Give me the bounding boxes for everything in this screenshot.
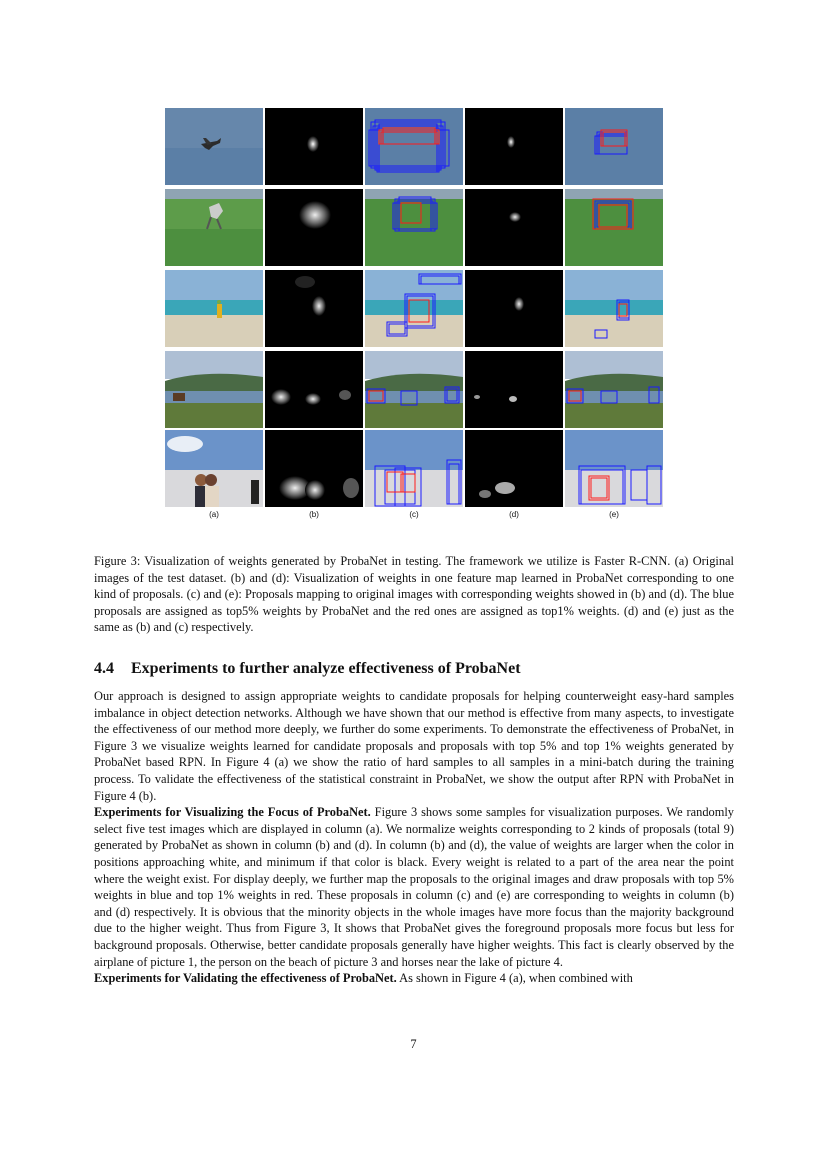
figure-3: [165, 108, 665, 526]
figure-row-lake-horses: [165, 351, 665, 428]
original-image: [165, 430, 263, 507]
original-image: [165, 351, 263, 428]
proposals-top5-top1: [365, 270, 463, 347]
weight-map: [265, 270, 363, 347]
figure-caption: [94, 553, 734, 636]
proposals-top5-top1: [365, 430, 463, 507]
body-text: [94, 688, 734, 987]
section-heading: [94, 660, 734, 678]
weight-map: [265, 108, 363, 185]
proposals-top5-top1: [365, 189, 463, 266]
figure-row-field-person: [165, 189, 665, 266]
weight-map: [265, 351, 363, 428]
proposals-top5-top1: [565, 189, 663, 266]
original-image: [165, 270, 263, 347]
paragraph-text: Figure 3 shows some samples for visualization purposes. We randomly select five test images which are displayed in column (a). We normalize weights corresponding to 2 kinds of proposals (total 9) generated by ProbaNet as shown in column (b) and (d). In column (b) and (d), the value of weights are larger when the color in positions approaching white, and minimum if that color is black. Every weight is related to a part of the area near the point where the weight exist. For display deeply, we further map the proposals to the original images and draw proposals with top 5% weights in blue and top 1% weights in red. These proposals in column (c) and (e) are corresponding to weights in column (b) and (d) respectively. It is obvious that the minority objects in the whole images have more focus than the majority background due to the higher weight. Thus from Figure 3, It shows that ProbaNet gives the foreground proposals more focus but less for background proposals. Otherwise, better candidate proposals generally have higher weights. This fact is clearly observed by the airplane of picture 1, the person on the beach of picture 3 and horses near the lake of picture 4.: [94, 805, 734, 969]
proposals-top5-top1: [565, 430, 663, 507]
paragraph: [94, 804, 734, 970]
column-label: (a): [209, 510, 219, 519]
original-image: [165, 189, 263, 266]
weight-map: [465, 270, 563, 347]
paragraph-heading: Experiments for Validating the effectiveness of ProbaNet.: [94, 971, 397, 986]
figure-row-beach: [165, 270, 665, 347]
original-image: [165, 108, 263, 185]
column-label: (c): [409, 510, 419, 519]
weight-map: [465, 430, 563, 507]
paragraph-text: As shown in Figure 4 (a), when combined with: [396, 971, 633, 986]
page-number: 7: [410, 1037, 417, 1051]
figure-row-airplane: [165, 108, 665, 185]
proposals-top5-top1: [565, 270, 663, 347]
caption-text: Figure 3: Visualization of weights generated by ProbaNet in testing. The framework we utilize is Faster R-CNN. (a) Original images of the test dataset. (b) and (d): Visualization of weights in one feature map learned in ProbaNet corresponding to one kind of proposals. (c) and (e): Proposals mapping to original images with corresponding weights showed in (b) and (d). The blue proposals are assigned as top5% weights by ProbaNet and the red ones are assigned as top1% weights. (d) and (e) just as the same as (b) and (c) respectively.: [94, 554, 734, 635]
proposals-top5-top1: [365, 108, 463, 185]
section-number: 4.4: [94, 660, 114, 677]
column-label: (b): [309, 510, 319, 519]
column-labels: [165, 510, 665, 524]
proposals-top5-top1: [565, 351, 663, 428]
weight-map: [265, 189, 363, 266]
column-label: (e): [609, 510, 619, 519]
weight-map: [465, 351, 563, 428]
paragraph-heading: Experiments for Visualizing the Focus of ProbaNet.: [94, 805, 371, 820]
proposals-top5-top1: [565, 108, 663, 185]
paragraph: [94, 970, 734, 987]
column-label: (d): [509, 510, 519, 519]
section-title: Experiments to further analyze effectiveness of ProbaNet: [131, 660, 521, 677]
weight-map: [465, 108, 563, 185]
weight-map: [465, 189, 563, 266]
figure-row-people-selfie: [165, 430, 665, 507]
weight-map: [265, 430, 363, 507]
proposals-top5-top1: [365, 351, 463, 428]
paragraph: Our approach is designed to assign appropriate weights to candidate proposals for helping counterweight easy-hard samples imbalance in object detection networks. Although we have shown that our method is effective from many aspects, to investigate the effectiveness of our method more deeply, we further do some experiments. To demonstrate the effectiveness of ProbaNet, in Figure 3 we visualize weights learned for candidate proposals and proposals with top 5% and top 1% weights generated by ProbaNet based RPN. In Figure 4 (a) we show the ratio of hard samples to all samples in a mini-batch during the training process. To validate the effectiveness of the statistical constraint in ProbaNet, we show the output after RPN with ProbaNet in Figure 4 (b).: [94, 689, 734, 803]
